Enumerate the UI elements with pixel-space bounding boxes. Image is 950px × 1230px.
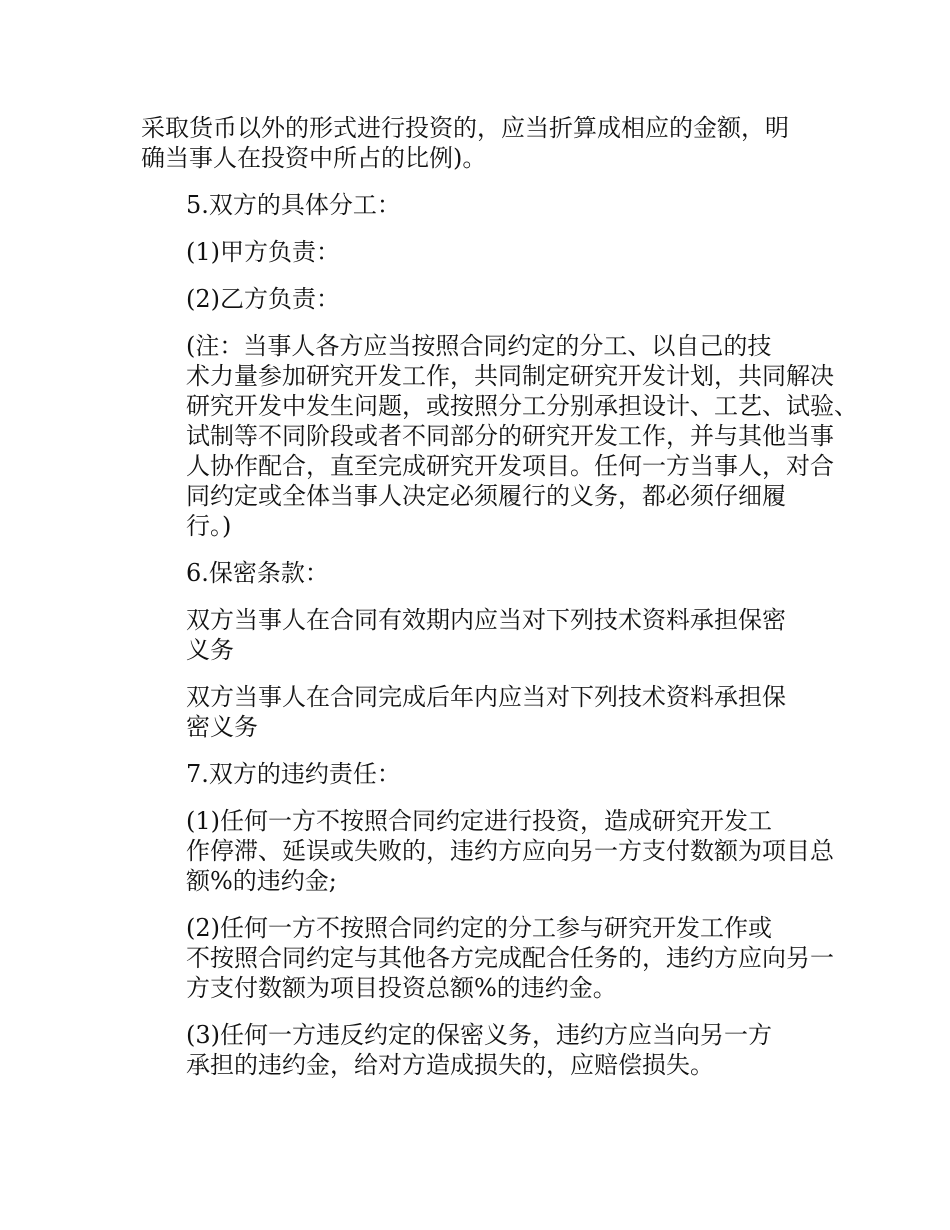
text-line: 双方当事人在合同有效期内应当对下列技术资料承担保密 (186, 606, 786, 634)
text-line: 采取货币以外的形式进行投资的，应当折算成相应的金额，明 (141, 114, 789, 142)
text-line: 确当事人在投资中所占的比例)。 (141, 144, 487, 172)
text-line: 作停滞、延误或失败的，违约方应向另一方支付数额为项目总 (186, 837, 834, 865)
text-line: 承担的违约金，给对方造成损失的，应赔偿损失。 (186, 1051, 714, 1079)
text-line: (2)任何一方不按照合同约定的分工参与研究开发工作或 (186, 914, 772, 942)
text-line: (1)任何一方不按照合同约定进行投资，造成研究开发工 (186, 807, 772, 835)
clause-party-b-responsibility (141, 284, 821, 314)
clause-breach-division-of-work (141, 913, 834, 1003)
document-body (141, 113, 858, 1097)
text-line: 试制等不同阶段或者不同部分的研究开发工作，并与其他当事 (186, 422, 834, 450)
clause-confidentiality-after-completion (141, 682, 821, 742)
text-line: 方支付数额为项目投资总额%的违约金。 (186, 974, 617, 1002)
text-line: 行。) (186, 512, 232, 540)
clause-confidentiality-during-term (141, 605, 821, 665)
text-line: 不按照合同约定与其他各方完成配合任务的，违约方应向另一 (186, 944, 834, 972)
section-heading-breach-liability (141, 759, 821, 789)
clause-party-a-responsibility (141, 237, 821, 267)
text-line: 6.保密条款： (186, 559, 329, 587)
text-line: 密义务 (186, 713, 258, 741)
section-heading-confidentiality (141, 558, 821, 588)
text-line: (注：当事人各方应当按照合同约定的分工、以自己的技 (186, 332, 772, 360)
text-line: 额%的违约金; (186, 867, 337, 895)
paragraph-investment-note (141, 113, 821, 173)
text-line: 人协作配合，直至完成研究开发项目。任何一方当事人，对合 (186, 452, 834, 480)
text-line: 双方当事人在合同完成后年内应当对下列技术资料承担保 (186, 683, 786, 711)
clause-breach-investment (141, 806, 834, 896)
text-line: 5.双方的具体分工： (186, 191, 401, 219)
text-line: 术力量参加研究开发工作，共同制定研究开发计划，共同解决 (186, 362, 834, 390)
text-line: (1)甲方负责： (186, 238, 340, 266)
text-line: 研究开发中发生问题，或按照分工分别承担设计、工艺、试验、 (186, 392, 858, 420)
text-line: 7.双方的违约责任： (186, 760, 401, 788)
paragraph-division-note (141, 331, 858, 541)
text-line: (3)任何一方违反约定的保密义务，违约方应当向另一方 (186, 1021, 772, 1049)
section-heading-division-of-work (141, 190, 821, 220)
text-line: (2)乙方负责： (186, 285, 340, 313)
clause-breach-confidentiality (141, 1020, 821, 1080)
text-line: 同约定或全体当事人决定必须履行的义务，都必须仔细履 (186, 482, 786, 510)
text-line: 义务 (186, 636, 234, 664)
